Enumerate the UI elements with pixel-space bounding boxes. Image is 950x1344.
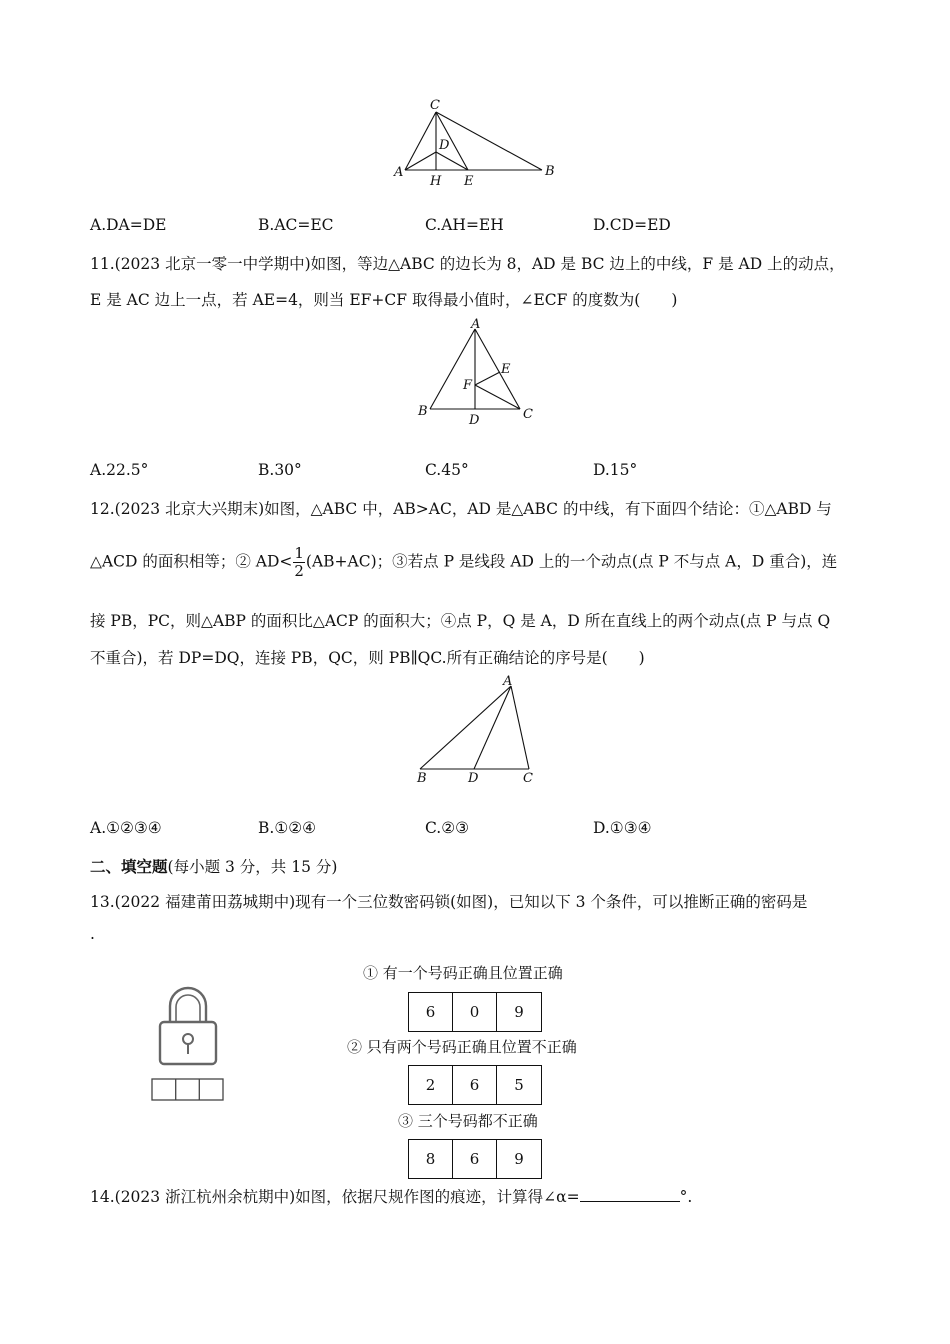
seg-ab bbox=[420, 686, 511, 769]
q12-option-b[interactable]: B.①②④ bbox=[258, 819, 317, 837]
seg-ac bbox=[511, 686, 529, 769]
q13-text-line2: . bbox=[90, 925, 95, 943]
q13-condition-2: ② 只有两个号码正确且位置不正确 bbox=[347, 1038, 577, 1056]
q13-code-3 bbox=[408, 1139, 542, 1179]
q12-text-line1: 12.(2023 北京大兴期末)如图，△ABC 中，AB>AC，AD 是△ABC 的中线，有下面四个结论：①△ABD 与 bbox=[90, 500, 832, 518]
label-a: A bbox=[394, 165, 404, 180]
figure-q12 bbox=[412, 672, 542, 787]
figure-q11 bbox=[412, 316, 552, 431]
q11-text-line2: E 是 AC 边上一点，若 AE=4，则当 EF+CF 取得最小值时，∠ECF 的度数为( ) bbox=[90, 291, 678, 309]
code-digit: 0 bbox=[453, 993, 497, 1031]
code-digit: 6 bbox=[453, 1140, 497, 1178]
q11-text-line1: 11.(2023 北京一零一中学期中)如图，等边△ABC 的边长为 8，AD 是 BC 边上的中线，F 是 AD 上的动点， bbox=[90, 255, 845, 273]
q10-option-a[interactable]: A.DA=DE bbox=[90, 216, 167, 234]
q12-option-c[interactable]: C.②③ bbox=[425, 819, 470, 837]
q12-text-line3: 接 PB，PC，则△ABP 的面积比△ACP 的面积大；④点 P，Q 是 A，D 所在直线上的两个动点(点 P 与点 Q bbox=[90, 612, 831, 630]
padlock-icon bbox=[148, 982, 228, 1107]
q11-option-a[interactable]: A.22.5° bbox=[90, 461, 149, 479]
code-digit: 6 bbox=[453, 1066, 497, 1104]
label-b: B bbox=[417, 771, 427, 786]
code-digit: 5 bbox=[514, 1076, 524, 1094]
q13-condition-1: ① 有一个号码正确且位置正确 bbox=[363, 964, 563, 982]
fraction-one-half: $\frac{1}{2}$ bbox=[294, 544, 304, 580]
label-b: B bbox=[418, 404, 428, 419]
label-d: D bbox=[468, 771, 479, 786]
section-note: (每小题 3 分，共 15 分) bbox=[167, 858, 338, 876]
label-f: F bbox=[463, 378, 473, 393]
q14-prompt: 14.(2023 浙江杭州余杭期中)如图，依据尺规作图的痕迹，计算得∠α= bbox=[90, 1188, 580, 1206]
label-d: D bbox=[439, 138, 450, 153]
q12-text-line4: 不重合)，若 DP=DQ，连接 PB，QC，则 PB∥QC.所有正确结论的序号是( ) bbox=[90, 649, 645, 667]
q14-suffix: °. bbox=[679, 1188, 693, 1206]
seg-fe bbox=[475, 372, 500, 385]
section-title: 二、填空题 bbox=[90, 857, 168, 876]
answer-blank[interactable] bbox=[580, 1187, 680, 1202]
code-digit: 8 bbox=[409, 1140, 453, 1178]
label-d: D bbox=[469, 413, 480, 428]
q10-option-b[interactable]: B.AC=EC bbox=[258, 216, 334, 234]
label-b: B bbox=[545, 164, 555, 179]
q13-text-line1: 13.(2022 福建莆田荔城期中)现有一个三位数密码锁(如图)，已知以下 3 个条件，可以推断正确的密码是 bbox=[90, 893, 808, 911]
code-digit: 9 bbox=[514, 1150, 524, 1168]
q12-line2-part-b: (AB+AC)；③若点 P 是线段 AD 上的一个动点(点 P 不与点 A，D 重合)，连 bbox=[305, 552, 838, 571]
q10-option-d[interactable]: D.CD=ED bbox=[593, 216, 671, 234]
code-digit: 2 bbox=[409, 1066, 453, 1104]
q12-option-a[interactable]: A.①②③④ bbox=[90, 819, 162, 837]
q12-option-d[interactable]: D.①③④ bbox=[593, 819, 652, 837]
code-digit: 6 bbox=[409, 993, 453, 1031]
q10-option-c[interactable]: C.AH=EH bbox=[425, 216, 504, 234]
label-c: C bbox=[523, 771, 533, 786]
code-digit: 9 bbox=[514, 1003, 524, 1021]
q12-text-line2 bbox=[90, 546, 837, 579]
label-e: E bbox=[464, 174, 474, 189]
seg-ab bbox=[430, 329, 475, 409]
q13-code-1 bbox=[408, 992, 542, 1032]
label-h: H bbox=[430, 174, 442, 189]
label-e: E bbox=[501, 362, 511, 377]
q12-line2-part-a: △ACD 的面积相等；② AD< bbox=[90, 552, 293, 571]
q11-option-c[interactable]: C.45° bbox=[425, 461, 469, 479]
label-a: A bbox=[471, 317, 481, 332]
q14-text bbox=[90, 1185, 692, 1207]
figure-q10 bbox=[390, 98, 560, 188]
q11-option-d[interactable]: D.15° bbox=[593, 461, 638, 479]
label-c: C bbox=[523, 407, 533, 422]
q13-code-2 bbox=[408, 1065, 542, 1105]
seg-ad bbox=[474, 686, 511, 769]
section-heading bbox=[90, 855, 337, 877]
q11-option-b[interactable]: B.30° bbox=[258, 461, 302, 479]
label-c: C bbox=[430, 98, 440, 113]
q13-condition-3: ③ 三个号码都不正确 bbox=[398, 1112, 538, 1130]
label-a: A bbox=[503, 674, 513, 689]
